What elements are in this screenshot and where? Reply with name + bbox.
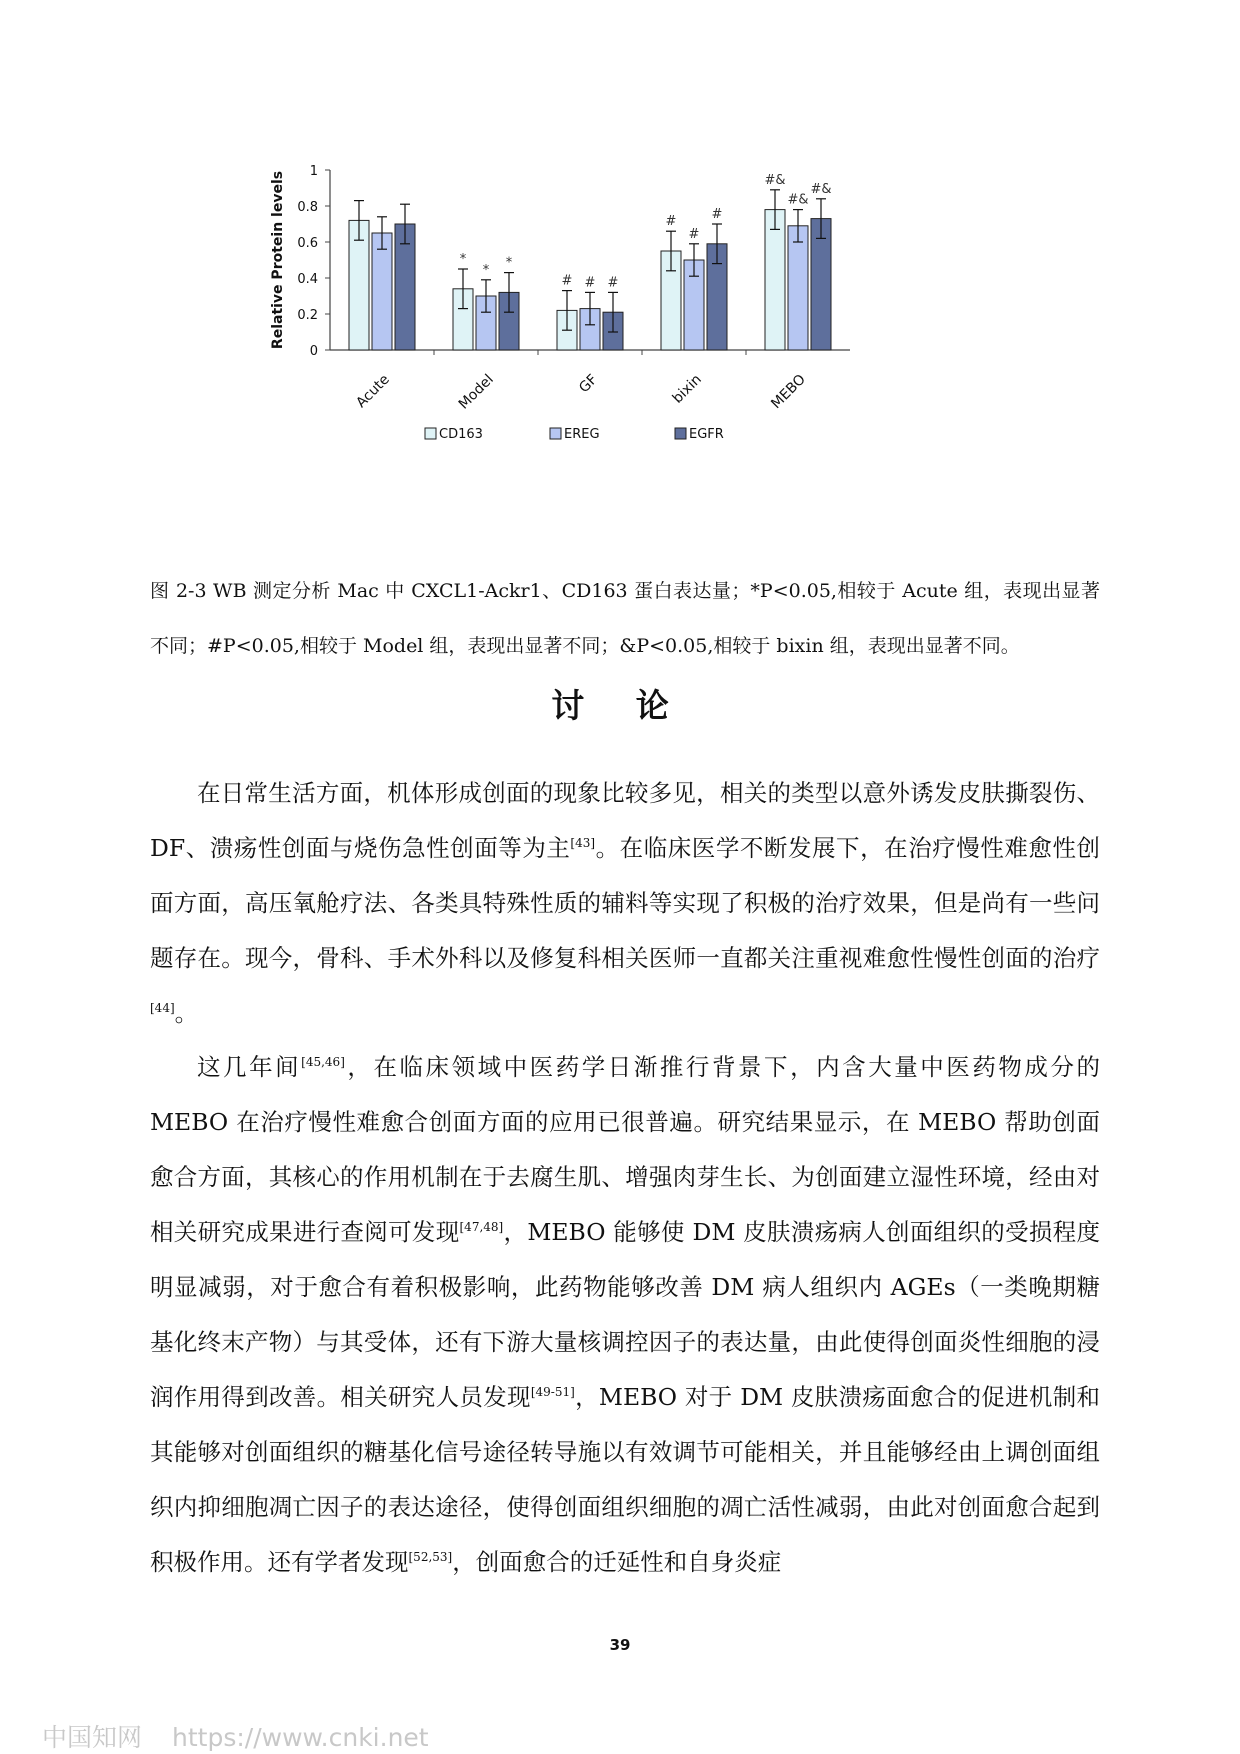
- paragraph-1-text-c: 。: [174, 999, 199, 1027]
- watermark-url: https://www.cnki.net: [172, 1723, 429, 1752]
- legend-label: EREG: [564, 427, 600, 442]
- bar-cd163: [765, 210, 785, 350]
- protein-levels-bar-chart: [270, 164, 1010, 510]
- x-tick-label: bixin: [669, 371, 705, 407]
- x-tick-label: Model: [455, 371, 497, 413]
- y-tick-label: 0.6: [297, 236, 318, 251]
- y-tick-label: 0: [309, 344, 318, 359]
- figure-caption: 图 2-3 WB 测定分析 Mac 中 CXCL1-Ackr1、CD163 蛋白表达量；*P<0.05,相较于 Acute 组，表现出显著不同；#P<0.05,相较于 Model 组，表现出显著不同；&P<0.05,相较于 bixin 组，表现出显著不同。: [150, 580, 1100, 657]
- significance-mark: #: [688, 226, 700, 242]
- x-tick-label: GF: [576, 371, 601, 397]
- y-axis-label: Relative Protein levels: [270, 170, 286, 350]
- significance-mark: #: [584, 275, 596, 291]
- legend-swatch-ereg: [550, 428, 561, 439]
- y-tick-label: 0.4: [297, 272, 318, 287]
- watermark: [42, 1718, 459, 1754]
- significance-mark: #: [665, 214, 677, 230]
- citation: [52,53]: [408, 1550, 453, 1565]
- y-tick-label: 0.2: [297, 308, 318, 323]
- bar-ereg: [788, 226, 808, 350]
- x-tick-label: Acute: [353, 371, 393, 412]
- paragraph-2-text-d: ，MEBO 对于 DM 皮肤溃疡面愈合的促进机制和其能够对创面组织的糖基化信号途径转导施以有效调节可能相关，并且能够经由上调创面组织内抑细胞凋亡因子的表达途径，使得创面组织细胞的凋亡活性减弱，由此对创面愈合起到积极作用。还有学者发现: [150, 1383, 1100, 1576]
- legend-label: CD163: [439, 427, 483, 442]
- paragraph-2-text-c: ，MEBO 能够使 DM 皮肤溃疡病人创面组织的受损程度明显减弱，对于愈合有着积极影响，此药物能够改善 DM 病人组织内 AGEs（一类晚期糖基化终末产物）与其受体，还有下游大量核调控因子的表达量，由此使得创面炎性细胞的浸润作用得到改善。相关研究人员发现: [150, 1218, 1100, 1411]
- watermark-brand: 中国知网: [42, 1723, 143, 1752]
- significance-mark: *: [459, 252, 467, 267]
- legend-swatch-cd163: [425, 428, 436, 439]
- significance-mark: #&: [764, 172, 786, 188]
- section-title: 讨 论: [551, 686, 689, 725]
- paragraph-1-text-b: 。在临床医学不断发展下，在治疗慢性难愈性创面方面，高压氧舱疗法、各类具特殊性质的辅料等实现了积极的治疗效果，但是尚有一些问题存在。现今，骨科、手术外科以及修复科相关医师一直都关注重视难愈性慢性创面的治疗: [150, 834, 1101, 972]
- citation: [43]: [570, 836, 596, 851]
- legend-label: EGFR: [689, 427, 724, 442]
- significance-mark: *: [505, 255, 513, 271]
- y-tick-label: 0.8: [297, 200, 318, 215]
- paragraph-1: [150, 766, 1100, 1041]
- significance-mark: *: [482, 262, 490, 278]
- paragraph-2-text-e: ，创面愈合的迁延性和自身炎症: [452, 1548, 782, 1576]
- significance-mark: #: [561, 273, 573, 289]
- page-number: 39: [609, 1636, 631, 1654]
- paragraph-2: [150, 1040, 1100, 1590]
- citation: [47,48]: [459, 1220, 504, 1235]
- y-tick-label: 1: [309, 164, 318, 179]
- paragraph-2-text-a: 这几年间: [197, 1053, 302, 1081]
- paragraph-2-text-b: ，在临床领域中医药学日渐推行背景下，内含大量中医药物成分的 MEBO 在治疗慢性难愈合创面方面的应用已很普遍。研究结果显示，在 MEBO 帮助创面愈合方面，其核心的作用机制在于去腐生肌、增强肉芽生长、为创面建立湿性环境，经由对相关研究成果进行查阅可发现: [150, 1053, 1101, 1246]
- paragraph-1-text-a: 在日常生活方面，机体形成创面的现象比较多见，相关的类型以意外诱发皮肤撕裂伤、DF、溃疡性创面与烧伤急性创面等为主: [150, 779, 1100, 862]
- significance-mark: #: [607, 275, 619, 291]
- significance-mark: #: [711, 207, 723, 222]
- significance-mark: #&: [810, 181, 832, 197]
- significance-mark: #&: [787, 192, 809, 208]
- bar-ereg: [372, 233, 392, 350]
- citation: [49-51]: [530, 1385, 575, 1400]
- legend-swatch-egfr: [675, 428, 686, 439]
- x-tick-label: MEBO: [768, 371, 809, 413]
- citation: [45,46]: [301, 1055, 345, 1070]
- citation: [44]: [150, 1001, 175, 1016]
